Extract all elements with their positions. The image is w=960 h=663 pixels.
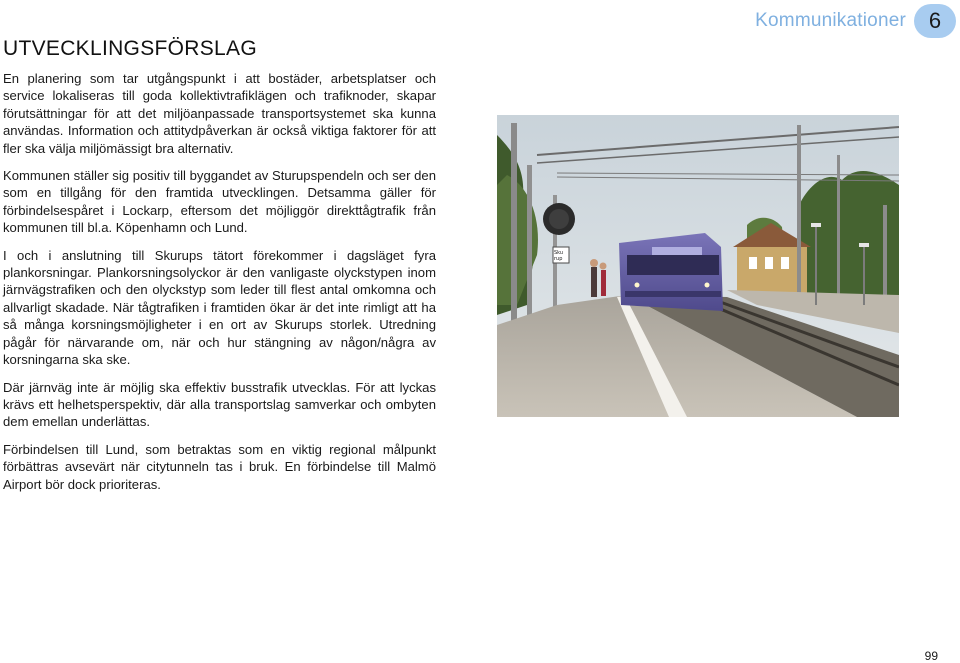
- paragraph-level-crossings: I och i anslutning till Skurups tätort förekommer i dagsläget fyra plankorsningar. Plankorsningsolyckor är den vanligaste olyckstypen inom järnvägstrafiken och den olyckstyp som leder till flest antal omkomna och allvarligt skadade. När tågtrafiken i framtiden ökar är det inte rimligt att ha så många korsningsmöjligheter i en ort av Skurups storlek. Utredning pågår för närvarande om, när och hur stängning av någon/några av korsningarna ska ske.: [3, 247, 436, 368]
- paragraph-bus-traffic: Där järnväg inte är möjlig ska effektiv busstrafik utvecklas. För att lyckas krävs ett helhetsperspektiv, där alla transportslag samverkar och ombyten dem emellan underlättas.: [3, 379, 436, 430]
- paragraph-planning: En planering som tar utgångspunkt i att bostäder, arbetsplatser och service lokaliseras till goda kollektivtrafiklägen och trafiknoder, skapar förutsättningar för att det miljöanpassade transportsystemet ska kunna användas. Information och attitydpåverkan är också viktiga faktorer för att fler ska välja miljömässigt bra alternativ.: [3, 71, 436, 156]
- body-text-column: [3, 70, 436, 503]
- chapter-number-badge: 6: [914, 4, 956, 38]
- svg-text:Sku: Sku: [554, 250, 564, 256]
- svg-text:rup: rup: [554, 256, 563, 262]
- paragraph-sturupspendeln: Kommunen ställer sig positiv till byggandet av Sturupspendeln och ser den som en tillgång för den framtida utvecklingen. Detsamma gäller för förbindelsespåret i Lockarp, eftersom det möjliggör direkttågtrafik från kommunen till bl.a. Köpenhamn och Lund.: [3, 168, 436, 236]
- paragraph-lund-connection: Förbindelsen till Lund, som betraktas som en viktig regional målpunkt förbättras avsevärt när citytunneln tas i bruk. En förbindelse till Malmö Airport bör dock prioriteras.: [3, 441, 436, 492]
- page-title: UTVECKLINGSFÖRSLAG: [3, 37, 257, 60]
- chapter-header: [755, 4, 956, 38]
- page-number: 99: [924, 649, 938, 663]
- train-station-photo: [497, 115, 899, 417]
- chapter-label: Kommunikationer: [755, 10, 906, 31]
